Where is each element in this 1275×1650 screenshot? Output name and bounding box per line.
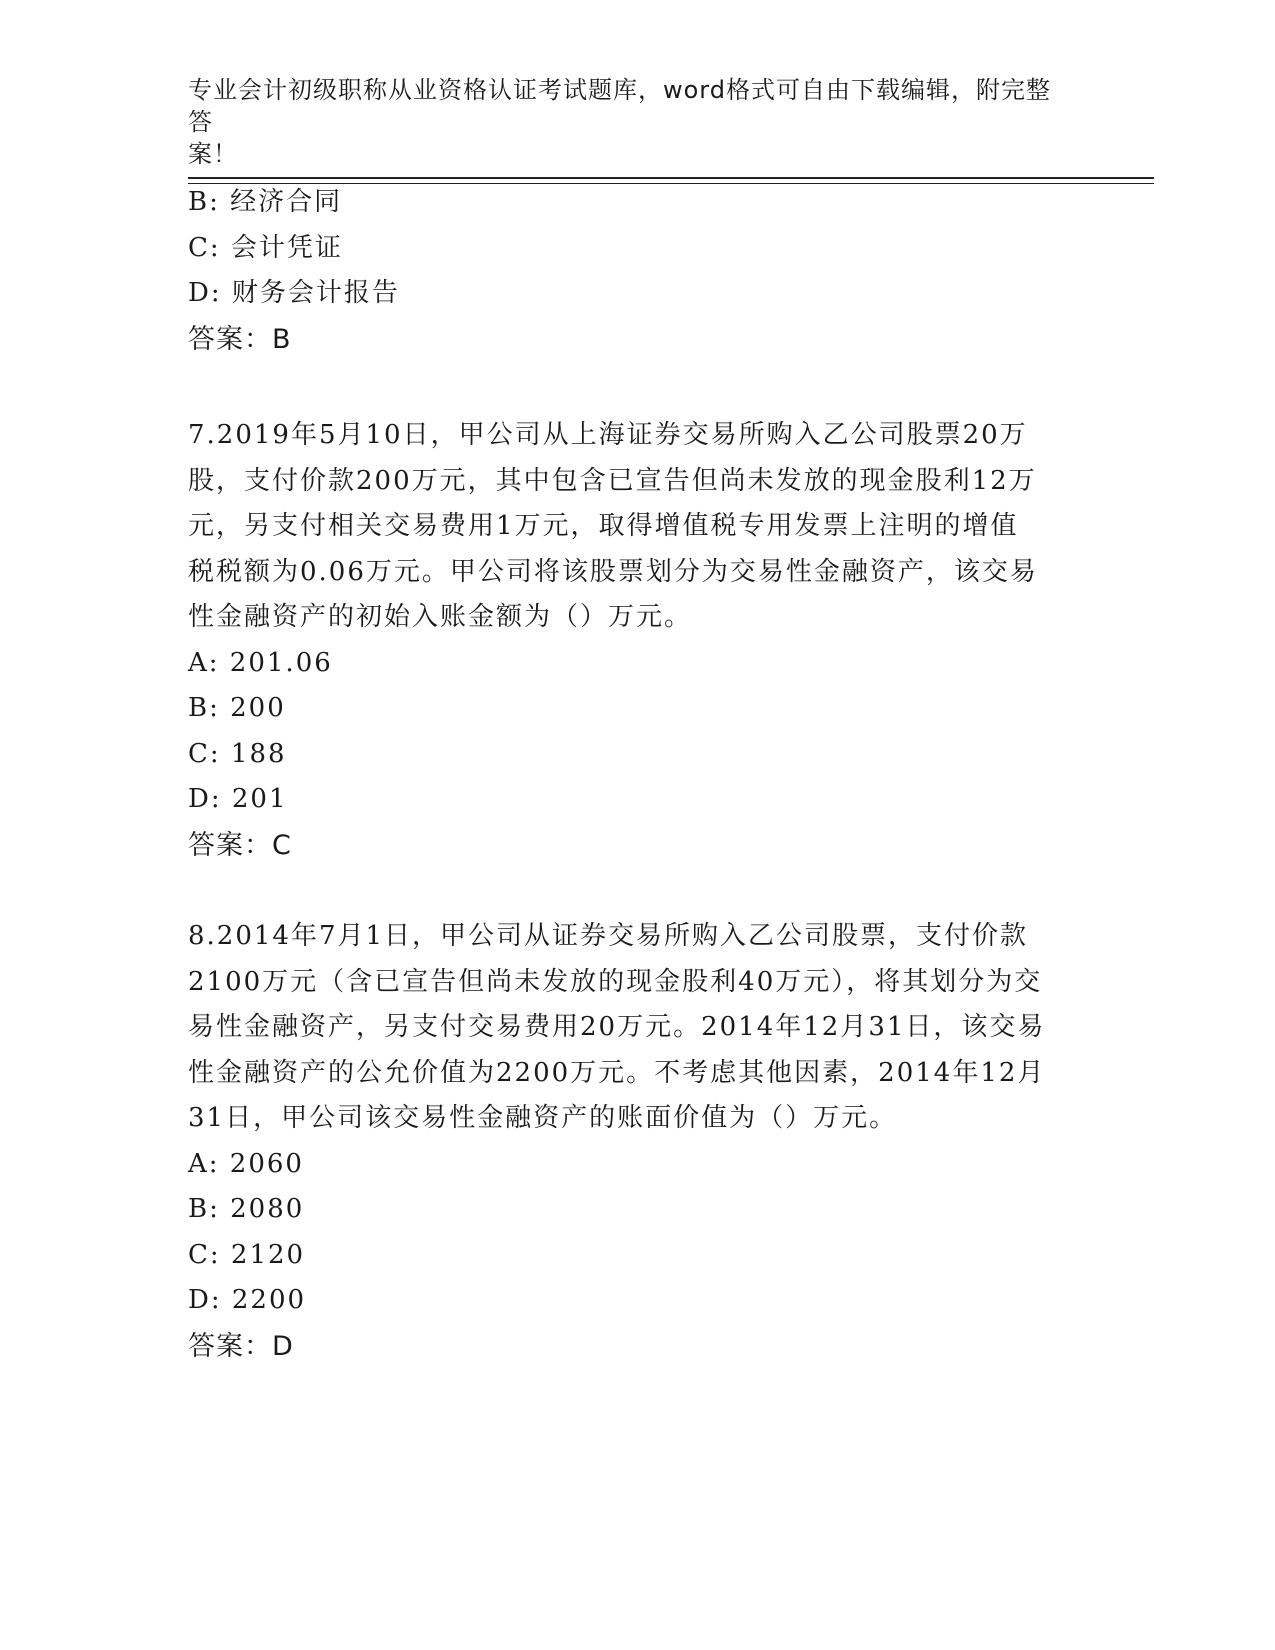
answer-label: 答案：B [188,323,292,355]
question-8-line: 性金融资产的公允价值为2200万元。不考虑其他因素，2014年12月 [188,1057,1046,1088]
question-8-line: 易性金融资产，另支付交易费用20万元。2014年12月31日，该交易 [188,1012,1046,1042]
header-line-2: 案！ [188,140,238,168]
option-b: B: 2080 [188,1194,305,1224]
option-c: C: 2120 [188,1239,306,1270]
answer-label: 答案：D [188,1330,294,1362]
option-a: A: 201.06 [188,647,333,678]
question-7-line: 税税额为0.06万元。甲公司将该股票划分为交易性金融资产，该交易 [188,556,1038,587]
question-7-block [188,413,1088,868]
option-c: C: 会计凭证 [188,232,343,263]
option-a: A: 2060 [188,1148,304,1179]
option-d: D: 201 [188,784,288,814]
option-d: D: 2200 [188,1285,307,1315]
question-8-line: 2100万元（含已宣告但尚未发放的现金股利40万元），将其划分为交 [188,966,1043,997]
question-7-line: 元，另支付相关交易费用1万元，取得增值税专用发票上注明的增值 [188,511,1019,541]
header-divider-thick [188,177,1154,179]
question-8-line: 8.2014年7月1日，甲公司从证券交易所购入乙公司股票，支付价款 [188,921,1029,951]
prev-question-block [188,180,1088,362]
question-7-text [188,413,1088,641]
option-c: C: 188 [188,738,287,769]
question-8-line: 31日，甲公司该交易性金融资产的账面价值为（）万元。 [188,1103,898,1133]
question-7-line: 股，支付价款200万元，其中包含已宣告但尚未发放的现金股利12万 [188,465,1037,496]
question-8-text [188,914,1088,1142]
question-7-line: 7.2019年5月10日，甲公司从上海证券交易所购入乙公司股票20万 [188,420,1028,450]
question-8-block [188,914,1088,1369]
document-header [188,74,1068,170]
option-b: B: 200 [188,693,286,723]
header-line-1: 专业会计初级职称从业资格认证考试题库，word格式可自由下载编辑，附完整答 [188,76,1051,136]
option-d: D: 财务会计报告 [188,278,400,308]
answer-label: 答案：C [188,829,292,861]
option-b: B: 经济合同 [188,187,343,217]
question-7-line: 性金融资产的初始入账金额为（）万元。 [188,602,693,632]
